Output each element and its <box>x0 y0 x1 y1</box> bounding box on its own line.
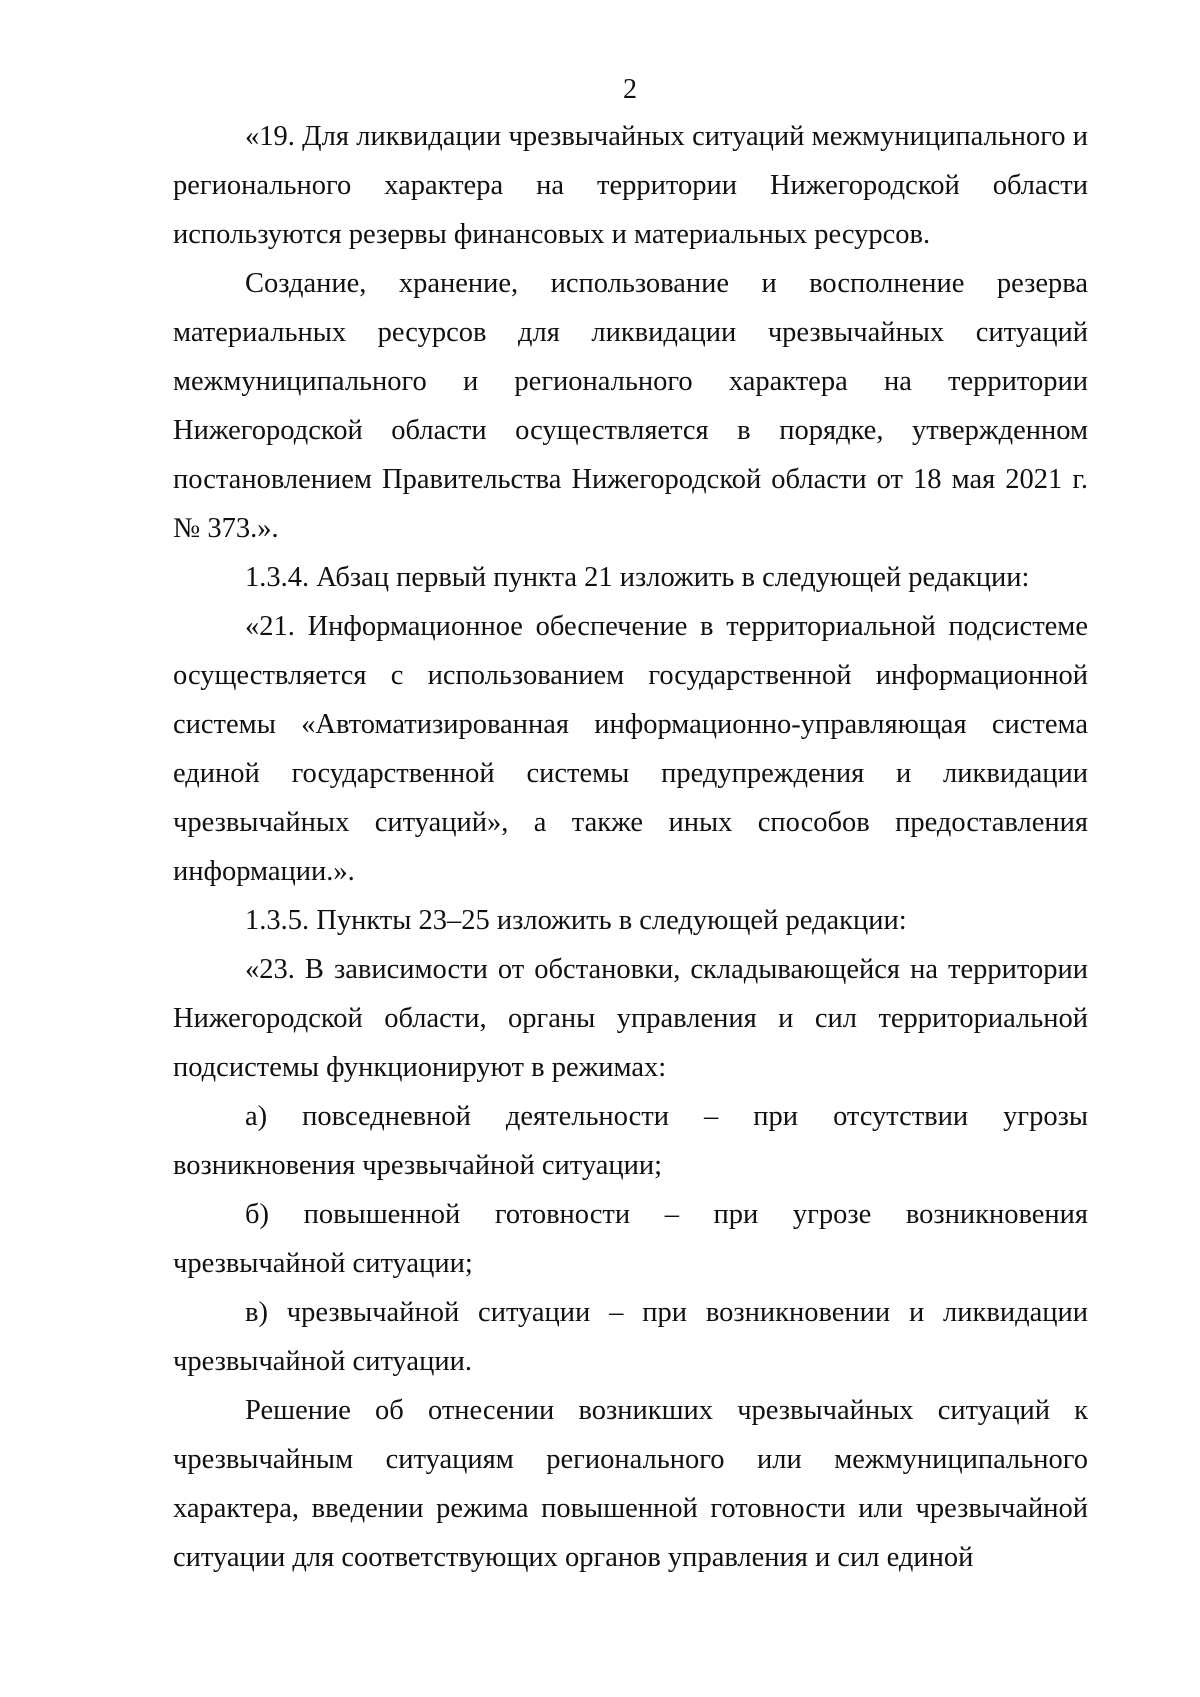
paragraph-23-modes: «23. В зависимости от обстановки, складывающейся на территории Нижегородской области, органы управления и сил территориальной подсистемы функционируют в режимах: <box>173 954 1088 1083</box>
page-number: 2 <box>623 74 637 105</box>
paragraph-1-3-4: 1.3.4. Абзац первый пункта 21 изложить в следующей редакции: <box>245 562 1030 593</box>
list-item-b-readiness: б) повышенной готовности – при угрозе возникновения чрезвычайной ситуации; <box>173 1199 1088 1279</box>
paragraph-decision: Решение об отнесении возникших чрезвычайных ситуаций к чрезвычайным ситуациям регионального или межмуниципального характера, введении режима повышенной готовности или чрезвычайной ситуации для соответствующих органов управления и сил единой <box>173 1395 1088 1573</box>
paragraph-1-3-5: 1.3.5. Пункты 23–25 изложить в следующей редакции: <box>245 905 907 936</box>
document-body <box>173 112 1088 1582</box>
list-item-a-daily: а) повседневной деятельности – при отсутствии угрозы возникновения чрезвычайной ситуации; <box>173 1101 1088 1181</box>
list-item-c-emergency: в) чрезвычайной ситуации – при возникновении и ликвидации чрезвычайной ситуации. <box>173 1297 1088 1377</box>
paragraph-21-information: «21. Информационное обеспечение в территориальной подсистеме осуществляется с использованием государственной информационной системы «Автоматизированная информационно-управляющая система единой государственной системы предупреждения и ликвидации чрезвычайных ситуаций», а также иных способов предоставления информации.». <box>173 611 1088 887</box>
paragraph-19-reserves: «19. Для ликвидации чрезвычайных ситуаций межмуниципального и регионального характера на территории Нижегородской области используются резервы финансовых и материальных ресурсов. <box>173 121 1088 250</box>
paragraph-reserve-creation: Создание, хранение, использование и восполнение резерва материальных ресурсов для ликвидации чрезвычайных ситуаций межмуниципального и регионального характера на территории Нижегородской области осуществляется в порядке, утвержденном постановлением Правительства Нижегородской области от 18 мая 2021 г. № 373.». <box>173 268 1088 544</box>
